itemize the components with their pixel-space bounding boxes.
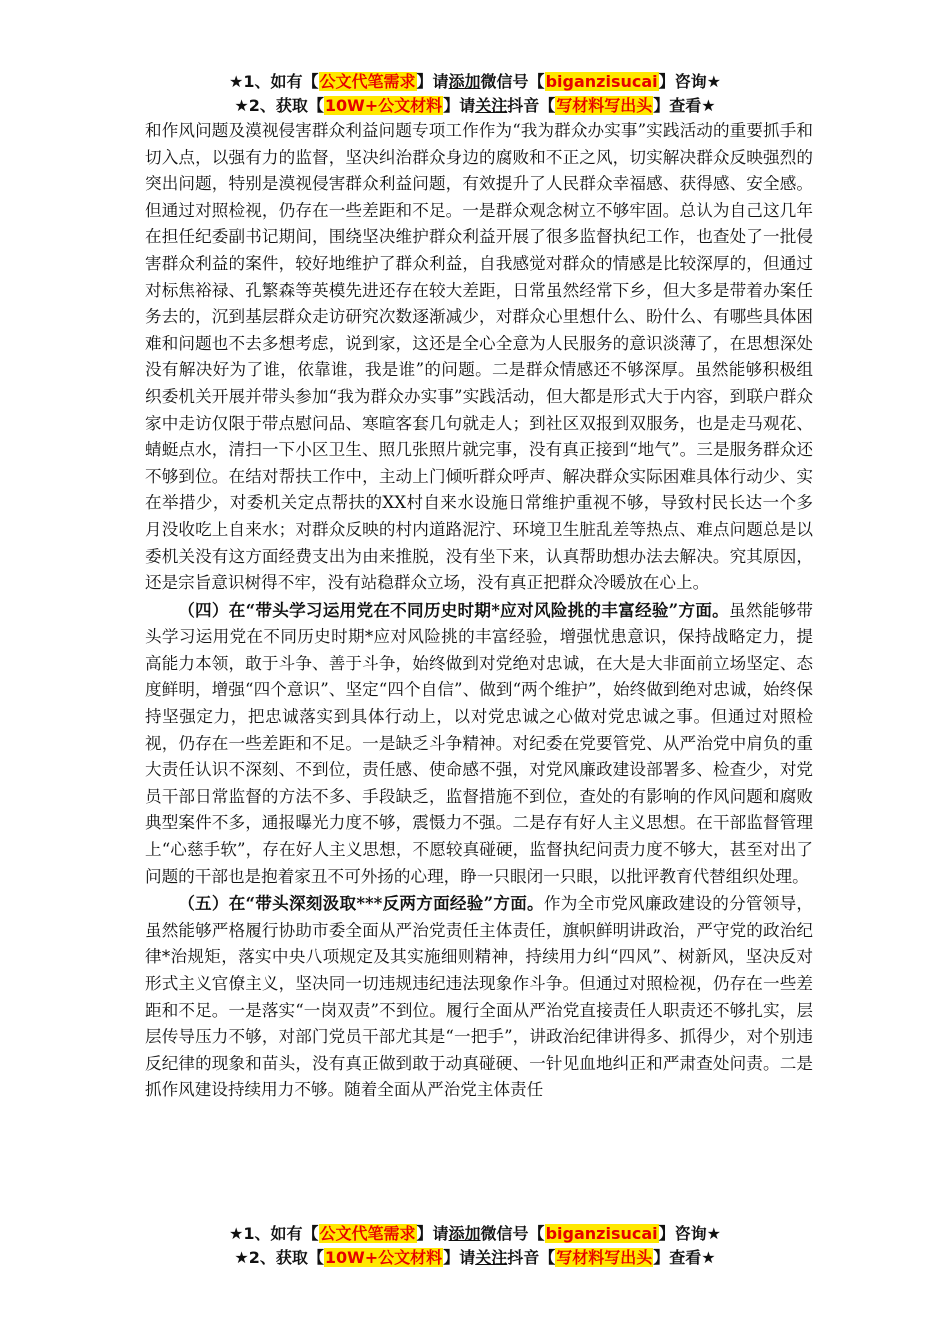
promo-text: 】请 [416,1224,449,1243]
promo-underline: 添加 [448,1224,481,1243]
promo-wechat-id: biganzisucai [545,72,658,91]
promo-douyin-id: 写材料写出头 [556,1248,653,1267]
footer-promo-line-2 [0,1246,950,1270]
promo-text: 】请 [416,72,449,91]
document-body [145,118,813,1104]
promo-highlight: 公文代笔需求 [319,72,416,91]
promo-text: 抖音【 [507,96,556,115]
promo-text: 】查看★ [653,96,716,115]
promo-text: 】查看★ [653,1248,716,1267]
promo-text: 抖音【 [507,1248,556,1267]
paragraph-text: 虽然能够带头学习运用党在不同历史时期*应对风险挑的丰富经验，增强忧患意识，保持战略定力，提高能力本领，敢于斗争、善于斗争，始终做到对党绝对忠诚，在大是大非面前立场坚定、态度鲜明，增强“四个意识”、坚定“四个自信”、做到“两个维护”，始终做到绝对忠诚，始终保持坚强定力，把忠诚落实到具体行动上，以对党忠诚之心做对党忠诚之事。但通过对照检视，仍存在一些差距和不足。一是缺乏斗争精神。对纪委在党要管党、从严治党中肩负的重大责任认识不深刻、不到位，责任感、使命感不强，对党风廉政建设部署多、检查少，对党员干部日常监督的方法不多、手段缺乏，监督措施不到位，查处的有影响的作风问题和腐败典型案件不多，通报曝光力度不够，震慑力不强。二是存有好人主义思想。在干部监督管理上“心慈手软”，存在好人主义思想，不愿较真碰硬，监督执纪问责力度不够大，甚至对出了问题的干部也是抱着家丑不可外扬的心理，睁一只眼闭一只眼，以批评教育代替组织处理。 [145,600,814,886]
promo-underline: 添加 [448,72,481,91]
paragraph [145,597,813,891]
paragraph-text: 作为全市党风廉政建设的分管领导，虽然能够严格履行协助市委全面从严治党责任主体责任，旗帜鲜明讲政治，严守党的政治纪律*治规矩，落实中央八项规定及其实施细则精神，持续用力纠“四风”、树新风，坚决反对形式主义官僚主义，坚决同一切违规违纪违法现象作斗争。但通过对照检视，仍存在一些差距和不足。一是落实“一岗双责”不到位。履行全面从严治党直接责任人职责还不够扎实，层层传导压力不够，对部门党员干部尤其是“一把手”，讲政治纪律讲得多、抓得少，对个别违反纪律的现象和苗头，没有真正做到敢于动真碰硬、一针见血地纠正和严肃查处问责。二是抓作风建设持续用力不够。随着全面从严治党主体责任 [145,894,814,1100]
paragraph [145,890,813,1104]
paragraph: 和作风问题及漠视侵害群众利益问题专项工作作为“我为群众办实事”实践活动的重要抓手和切入点，以强有力的监督，坚决纠治群众身边的腐败和不正之风，切实解决群众反映强烈的突出问题，特别是漠视侵害群众利益问题，有效提升了人民群众幸福感、获得感、安全感。但通过对照检视，仍存在一些差距和不足。一是群众观念树立不够牢固。总认为自己这几年在担任纪委副书记期间，围绕坚决维护群众利益开展了很多监督执纪工作，也查处了一批侵害群众利益的案件，较好地维护了群众利益，自我感觉对群众的情感是比较深厚的，但通过对标焦裕禄、孔繁森等英模先进还存在较大差距，日常虽然经常下乡，但大多是带着办案任务去的，沉到基层群众走访研究次数逐渐减少，对群众心里想什么、盼什么、有哪些具体困难和问题也不去多想考虑，说到家，这还是全心全意为人民服务的意识淡薄了，在思想深处没有解决好为了谁，依靠谁，我是谁”的问题。二是群众情感还不够深厚。虽然能够积极组织委机关开展并带头参加“我为群众办实事”实践活动，但大都是形式大于内容，到联户群众家中走访仅限于带点慰问品、寒暄客套几句就走人；到社区双报到双服务，也是走马观花、蜻蜓点水，清扫一下小区卫生、照几张照片就完事，没有真正接到“地气”。三是服务群众还不够到位。在结对帮扶工作中，主动上门倾听群众呼声、解决群众实际困难具体行动少、实在举措少，对委机关定点帮扶的XX村自来水设施日常维护重视不够，导致村民长达一个多月没收吃上自来水；对群众反映的村内道路泥泞、环境卫生脏乱差等热点、难点问题总是以委机关没有这方面经费支出为由来推脱，没有坐下来，认真帮助想办法去解决。究其原因，还是宗旨意识树得不牢，没有站稳群众立场，没有真正把群众冷暖放在心上。 [145,121,813,593]
promo-wechat-id: biganzisucai [545,1224,658,1243]
promo-text: ★2、获取【 [234,1248,324,1267]
promo-text: 】请 [443,1248,476,1267]
promo-highlight: 公文代笔需求 [319,1224,416,1243]
promo-text: ★1、如有【 [229,72,319,91]
promo-text: 微信号【 [480,1224,545,1243]
promo-text: 】咨询★ [658,72,721,91]
promo-underline: 关注 [475,1248,508,1267]
promo-highlight: 10W+公文材料 [324,1248,443,1267]
header-promo-line-1 [0,70,950,94]
promo-text: ★2、获取【 [234,96,324,115]
promo-text: 】请 [443,96,476,115]
promo-douyin-id: 写材料写出头 [556,96,653,115]
promo-text: 微信号【 [480,72,545,91]
promo-underline: 关注 [475,96,508,115]
promo-highlight: 10W+公文材料 [324,96,443,115]
footer-promo-line-1 [0,1222,950,1246]
section-heading: （四）在“带头学习运用党在不同历史时期*应对风险挑的丰富经验”方面。 [178,599,730,620]
section-heading: （五）在“带头深刻汲取***反两方面经验”方面。 [178,893,544,914]
header-promo-line-2 [0,94,950,118]
promo-text: 】咨询★ [658,1224,721,1243]
promo-text: ★1、如有【 [229,1224,319,1243]
